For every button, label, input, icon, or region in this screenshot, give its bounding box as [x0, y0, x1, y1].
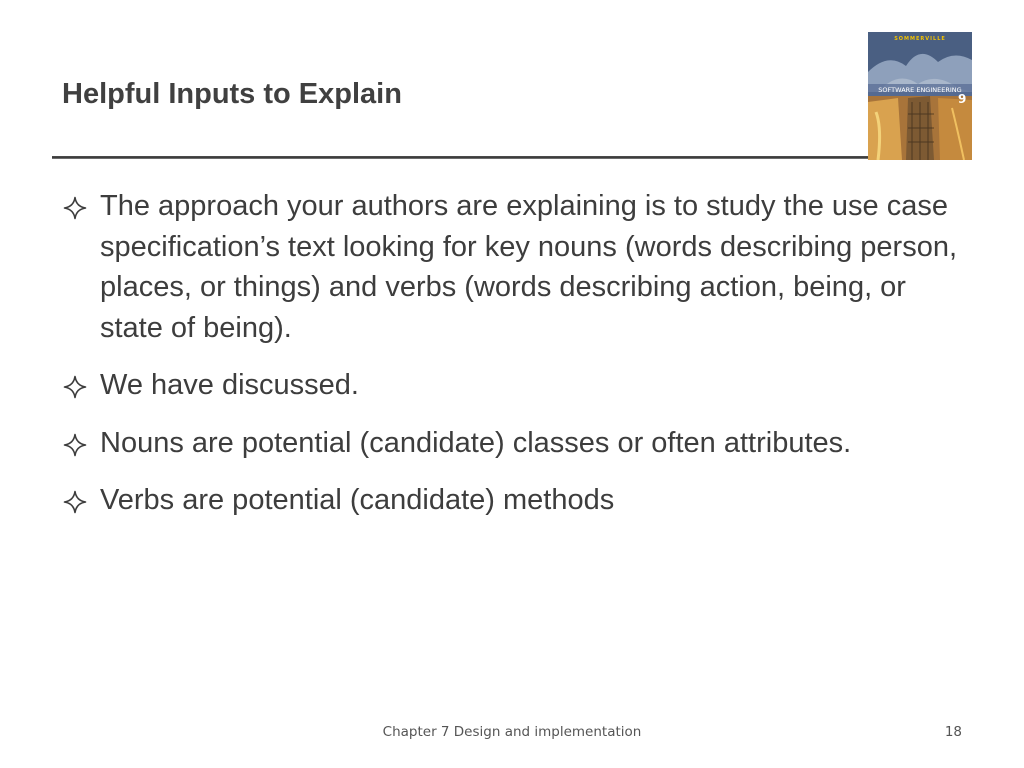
bullet-text: Nouns are potential (candidate) classes or often attributes.: [100, 426, 852, 459]
title-divider: [52, 156, 868, 159]
book-cover-artwork: [868, 32, 972, 160]
bullet-item: [62, 186, 962, 348]
book-cover-title: SOFTWARE ENGINEERING: [868, 84, 972, 96]
bullet-text: Verbs are potential (candidate) methods: [100, 484, 615, 516]
book-cover-author: SOMMERVILLE: [894, 36, 946, 42]
slide-title: Helpful Inputs to Explain: [62, 78, 402, 110]
bullet-list: [62, 186, 962, 538]
bullet-item: [62, 480, 962, 521]
four-point-star-outline-icon: [63, 490, 87, 514]
book-cover-image: [868, 32, 972, 160]
footer-chapter: Chapter 7 Design and implementation: [382, 724, 642, 740]
four-point-star-outline-icon: [63, 196, 87, 220]
four-point-star-outline-icon: [63, 375, 87, 399]
bullet-text: We have discussed.: [100, 369, 359, 401]
bullet-text: The approach your authors are explaining is to study the use case specification’s text looking for key nouns (words describing person, places, or things) and verbs (words describing action, being, or state of being).: [100, 190, 958, 344]
bullet-item: [62, 365, 962, 406]
page-number: 18: [944, 724, 962, 740]
book-cover-edition: 9: [958, 92, 967, 106]
bullet-item: [62, 423, 962, 464]
four-point-star-outline-icon: [63, 433, 87, 457]
